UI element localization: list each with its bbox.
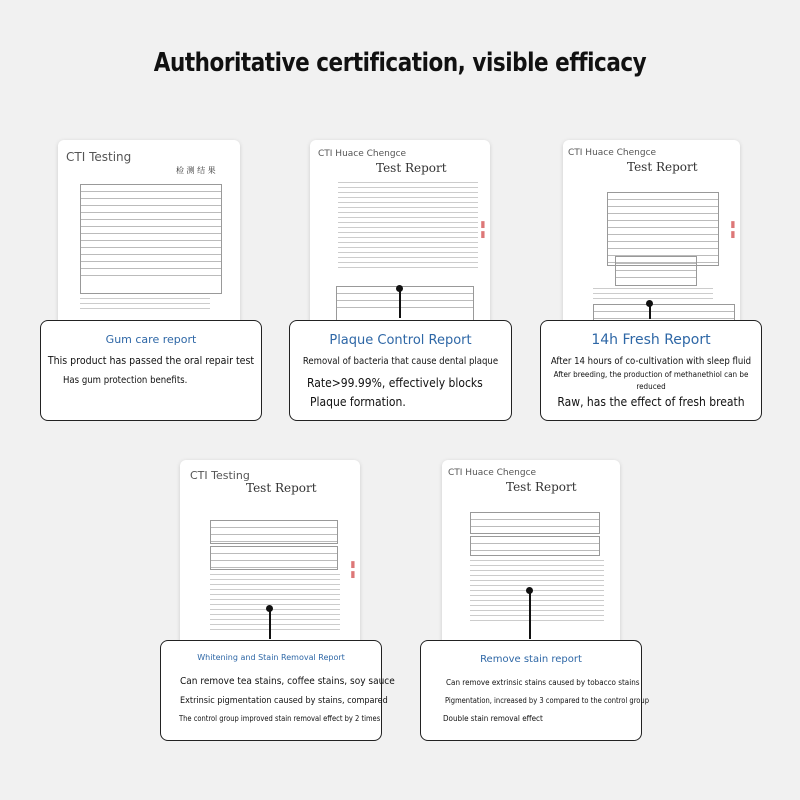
- pin-connector: [399, 288, 401, 318]
- pin-dot: [266, 605, 273, 612]
- card-text-line: After breeding, the production of methanethiol can be: [553, 370, 749, 379]
- report-title: 检 测 结 果: [176, 166, 216, 175]
- pin-dot: [526, 587, 533, 594]
- report-table: [470, 536, 600, 556]
- card-text-line: Raw, has the effect of fresh breath: [557, 395, 745, 409]
- report-table: [210, 546, 338, 570]
- report-text-lines: [210, 574, 340, 634]
- card-heading: 14h Fresh Report: [591, 332, 711, 348]
- pin-dot: [396, 285, 403, 292]
- card-text-line: Has gum protection benefits.: [63, 375, 188, 386]
- report-table: [80, 184, 222, 294]
- report-title: Test Report: [376, 161, 447, 175]
- report-document-gum: [58, 140, 240, 325]
- report-document-stain: [442, 460, 620, 645]
- report-title: Test Report: [246, 481, 317, 495]
- report-table: [607, 192, 719, 266]
- card-text-line: reduced: [636, 382, 666, 391]
- card-text-line: Extrinsic pigmentation caused by stains, compared: [180, 696, 388, 706]
- report-table: [615, 256, 697, 286]
- pin-dot: [646, 300, 653, 307]
- card-text-line: Rate>99.99%, effectively blocks: [307, 376, 483, 390]
- red-stamp-icon: ▮▮: [728, 220, 738, 240]
- red-stamp-icon: ▮▮: [348, 560, 358, 580]
- card-fresh-breath: [540, 320, 762, 421]
- red-stamp-icon: ▮▮: [478, 220, 488, 240]
- card-text-line: This product has passed the oral repair test: [47, 355, 255, 367]
- card-heading: Plaque Control Report: [329, 333, 472, 348]
- card-plaque-control: [289, 320, 512, 421]
- card-heading: Whitening and Stain Removal Report: [197, 653, 345, 662]
- card-text-line: Can remove extrinsic stains caused by tobacco stains: [446, 678, 640, 687]
- card-gum-care: [40, 320, 262, 421]
- report-text-lines: [338, 182, 478, 272]
- report-text-lines: [80, 298, 210, 313]
- report-org: CTI Huace Chengce: [448, 468, 537, 478]
- report-org: CTI Huace Chengce: [568, 148, 657, 158]
- card-text-line: Removal of bacteria that cause dental plaque: [302, 356, 499, 367]
- report-table: [210, 520, 338, 544]
- report-org: CTI Huace Chengce: [318, 149, 407, 159]
- report-text-lines: [470, 560, 604, 625]
- card-heading: Remove stain report: [480, 654, 582, 665]
- card-text-line: Pigmentation, increased by 3 compared to the control group: [445, 696, 649, 705]
- page-title: Authoritative certification, visible efficacy: [153, 48, 647, 78]
- card-text-line: Can remove tea stains, coffee stains, soy sauce: [180, 676, 395, 687]
- report-table: [336, 286, 474, 324]
- card-heading: Gum care report: [105, 333, 197, 346]
- pin-connector: [529, 590, 531, 639]
- report-org: CTI Testing: [190, 469, 250, 482]
- report-title: Test Report: [506, 480, 577, 494]
- pin-connector: [269, 609, 271, 639]
- report-text-lines: [593, 288, 713, 303]
- card-text-line: The control group improved stain removal effect by 2 times: [179, 714, 381, 723]
- report-title: Test Report: [627, 160, 698, 174]
- report-table: [470, 512, 600, 534]
- card-text-line: After 14 hours of co-cultivation with sleep fluid: [550, 356, 752, 367]
- report-org: CTI Testing: [66, 150, 132, 164]
- card-text-line: Plaque formation.: [310, 395, 406, 409]
- card-text-line: Double stain removal effect: [443, 714, 543, 723]
- report-document-fresh: [563, 140, 740, 325]
- card-whitening: [160, 640, 395, 741]
- card-stain-removal: [420, 640, 649, 741]
